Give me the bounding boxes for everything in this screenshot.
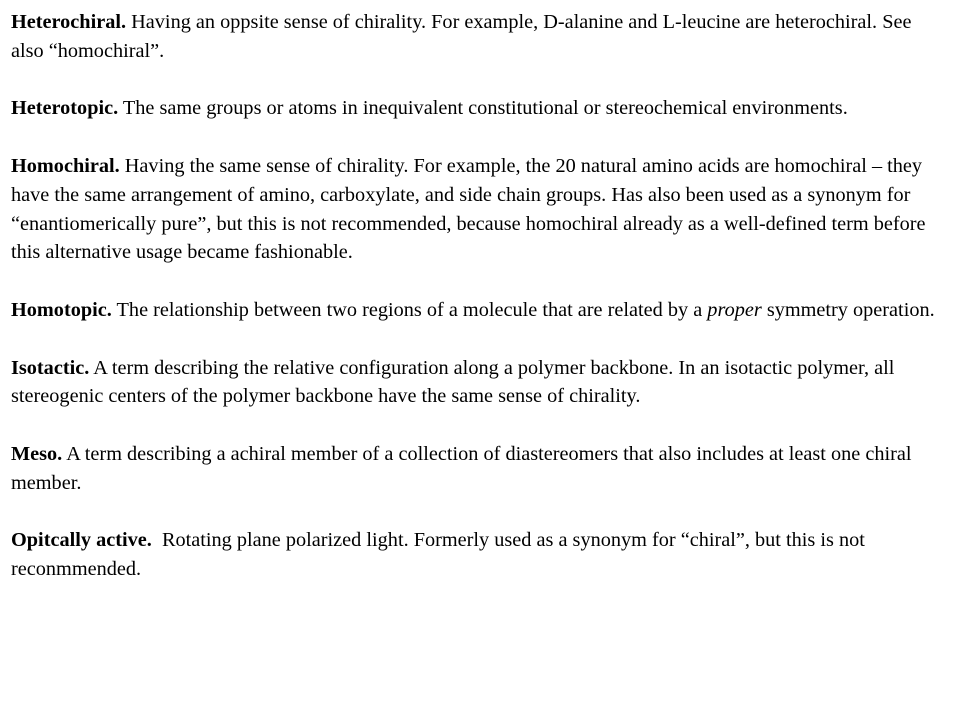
- glossary-definition-continued: symmetry operation.: [761, 298, 935, 321]
- glossary-term: Meso.: [11, 442, 63, 465]
- glossary-definition: Having an oppsite sense of chirality. For example, D-alanine and L-leucine are heterochiral. See also “homochiral”.: [11, 11, 912, 62]
- glossary-term: Heterochiral.: [11, 11, 127, 33]
- glossary-definition: A term describing the relative configuration along a polymer backbone. In an isotactic polymer, all stereogenic centers of the polymer backbone have the same sense of chirality.: [11, 356, 895, 408]
- glossary-term: Heterotopic.: [11, 97, 119, 120]
- glossary-entry-heterochiral: [11, 8, 946, 66]
- glossary-entry-meso: [11, 440, 946, 498]
- glossary-definition: A term describing a achiral member of a collection of diastereomers that also includes at least one chiral member.: [11, 442, 912, 494]
- glossary-definition: The same groups or atoms in inequivalent constitutional or stereochemical environments.: [118, 97, 848, 120]
- glossary-entry-homotopic: [11, 296, 946, 325]
- glossary-entry-optically-active: [11, 526, 946, 584]
- glossary-term: Opitcally active.: [11, 529, 152, 552]
- glossary-term: Homotopic.: [11, 298, 112, 321]
- glossary-term: Homochiral.: [11, 154, 120, 177]
- glossary-definition: Having the same sense of chirality. For example, the 20 natural amino acids are homochiral – they have the same arrangement of amino, carboxylate, and side chain groups. Has also been used as a synonym for “enantiomerically pure”, but this is not recommended, because homochiral already as a well-defined term before this alternative usage became fashionable.: [11, 154, 926, 264]
- glossary-entry-isotactic: [11, 354, 946, 412]
- glossary-definition: Rotating plane polarized light. Formerly used as a synonym for “chiral”, but this is not reconmmended.: [11, 529, 870, 581]
- glossary-term: Isotactic.: [11, 356, 90, 379]
- glossary-definition: The relationship between two regions of a molecule that are related by a: [111, 298, 708, 321]
- glossary-entry-heterotopic: [11, 94, 946, 123]
- glossary-entry-homochiral: [11, 152, 946, 267]
- glossary-definition-emphasis: proper: [707, 298, 762, 321]
- glossary-page: [11, 8, 946, 584]
